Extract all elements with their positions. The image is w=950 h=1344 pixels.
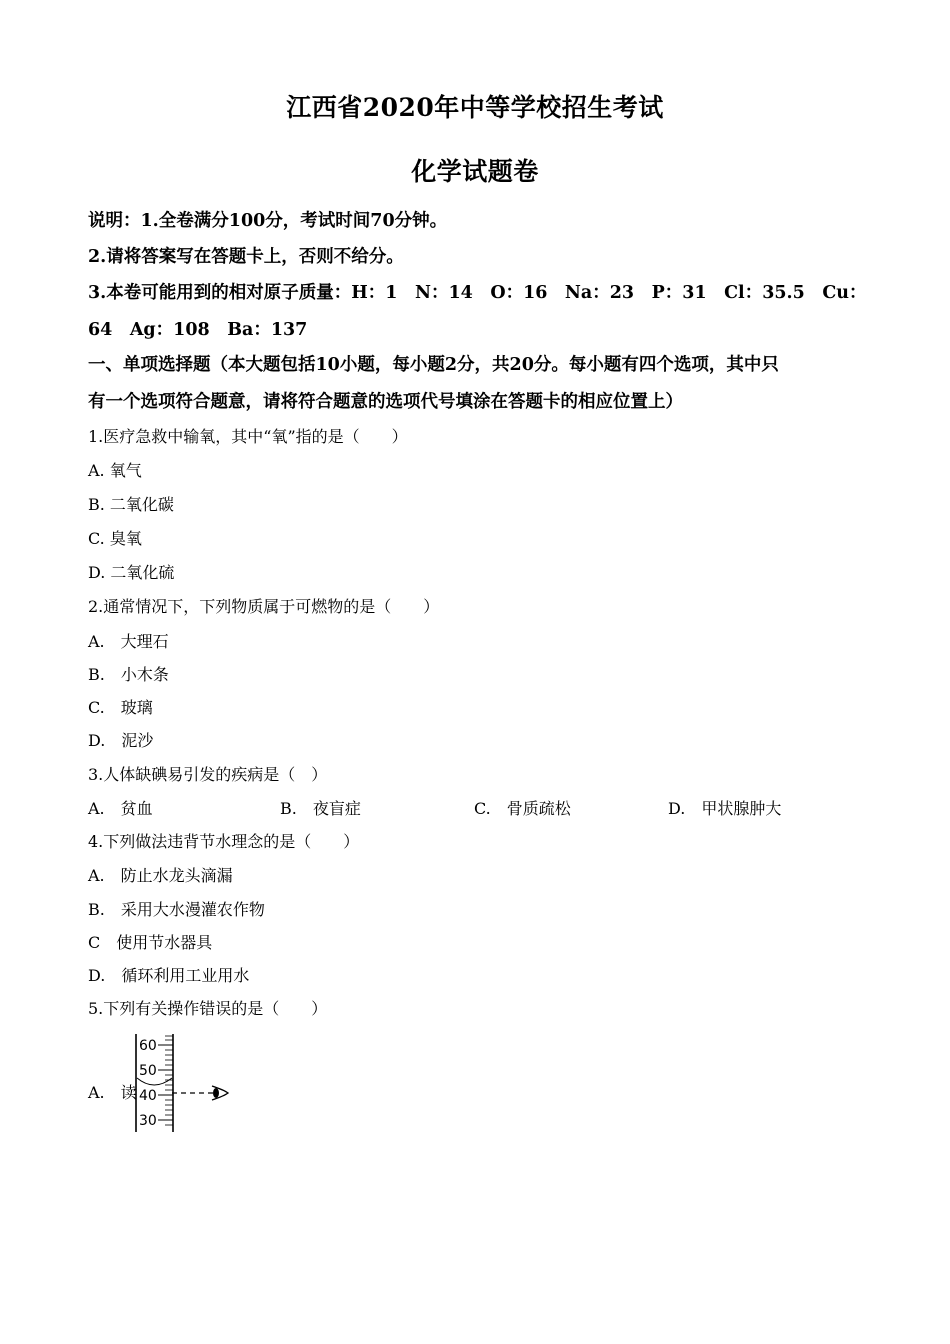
q3-options-row — [88, 796, 868, 818]
graduated-cylinder-figure — [128, 1030, 238, 1136]
q4-option-c: C 使用节水器具 — [88, 933, 213, 952]
q2-option-c: C. 玻璃 — [88, 698, 153, 717]
q5-option-a-label: A. 读 — [88, 1083, 137, 1102]
q4-option-a: A. 防止水龙头滴漏 — [88, 866, 233, 885]
q3-option-c: C. 骨质疏松 — [474, 799, 571, 818]
q2-option-d: D. 泥沙 — [88, 731, 154, 750]
q2-option-a: A. 大理石 — [88, 632, 169, 651]
eye-icon — [212, 1086, 228, 1100]
tick-label-60: 60 — [139, 1038, 157, 1054]
exam-title: 江西省2020年中等学校招生考试 — [286, 93, 664, 122]
instruction-3: 3.本卷可能用到的相对原子质量：H：1 N：14 O：16 Na：23 P：31 Cl：35.5 Cu： — [88, 283, 867, 303]
tick-label-40: 40 — [139, 1088, 157, 1104]
instruction-1: 说明：1.全卷满分100分，考试时间70分钟。 — [88, 211, 448, 231]
instruction-2: 2.请将答案写在答题卡上，否则不给分。 — [88, 247, 404, 267]
q4-option-b: B. 采用大水漫灌农作物 — [88, 900, 265, 919]
liquid-meniscus — [137, 1078, 172, 1085]
q1-option-b: B. 二氧化碳 — [88, 495, 174, 514]
q4-option-d: D. 循环利用工业用水 — [88, 966, 250, 985]
q1-option-c: C. 臭氧 — [88, 529, 142, 548]
q1-stem: 1.医疗急救中输氧，其中“氧”指的是（ ） — [88, 427, 408, 446]
instruction-3-cont: 64 Ag：108 Ba：137 — [88, 320, 308, 340]
tick-label-30: 30 — [139, 1113, 157, 1129]
q3-option-a: A. 贫血 — [88, 799, 153, 818]
q2-option-b: B. 小木条 — [88, 665, 169, 684]
tick-label-50: 50 — [139, 1063, 157, 1079]
section-heading-line1: 一、单项选择题（本大题包括10小题，每小题2分，共20分。每小题有四个选项，其中只 — [88, 355, 779, 375]
q3-stem: 3.人体缺碘易引发的疾病是（ ） — [88, 765, 328, 784]
q3-option-b: B. 夜盲症 — [280, 799, 361, 818]
q5-stem: 5.下列有关操作错误的是（ ） — [88, 999, 328, 1018]
q3-option-d: D. 甲状腺肿大 — [668, 799, 782, 818]
q1-option-d: D. 二氧化硫 — [88, 563, 175, 582]
section-heading-line2: 有一个选项符合题意，请将符合题意的选项代号填涂在答题卡的相应位置上） — [88, 392, 683, 412]
q1-option-a: A. 氧气 — [88, 461, 142, 480]
exam-subtitle: 化学试题卷 — [411, 157, 539, 186]
q2-stem: 2.通常情况下，下列物质属于可燃物的是（ ） — [88, 597, 440, 616]
q4-stem: 4.下列做法违背节水理念的是（ ） — [88, 832, 360, 851]
